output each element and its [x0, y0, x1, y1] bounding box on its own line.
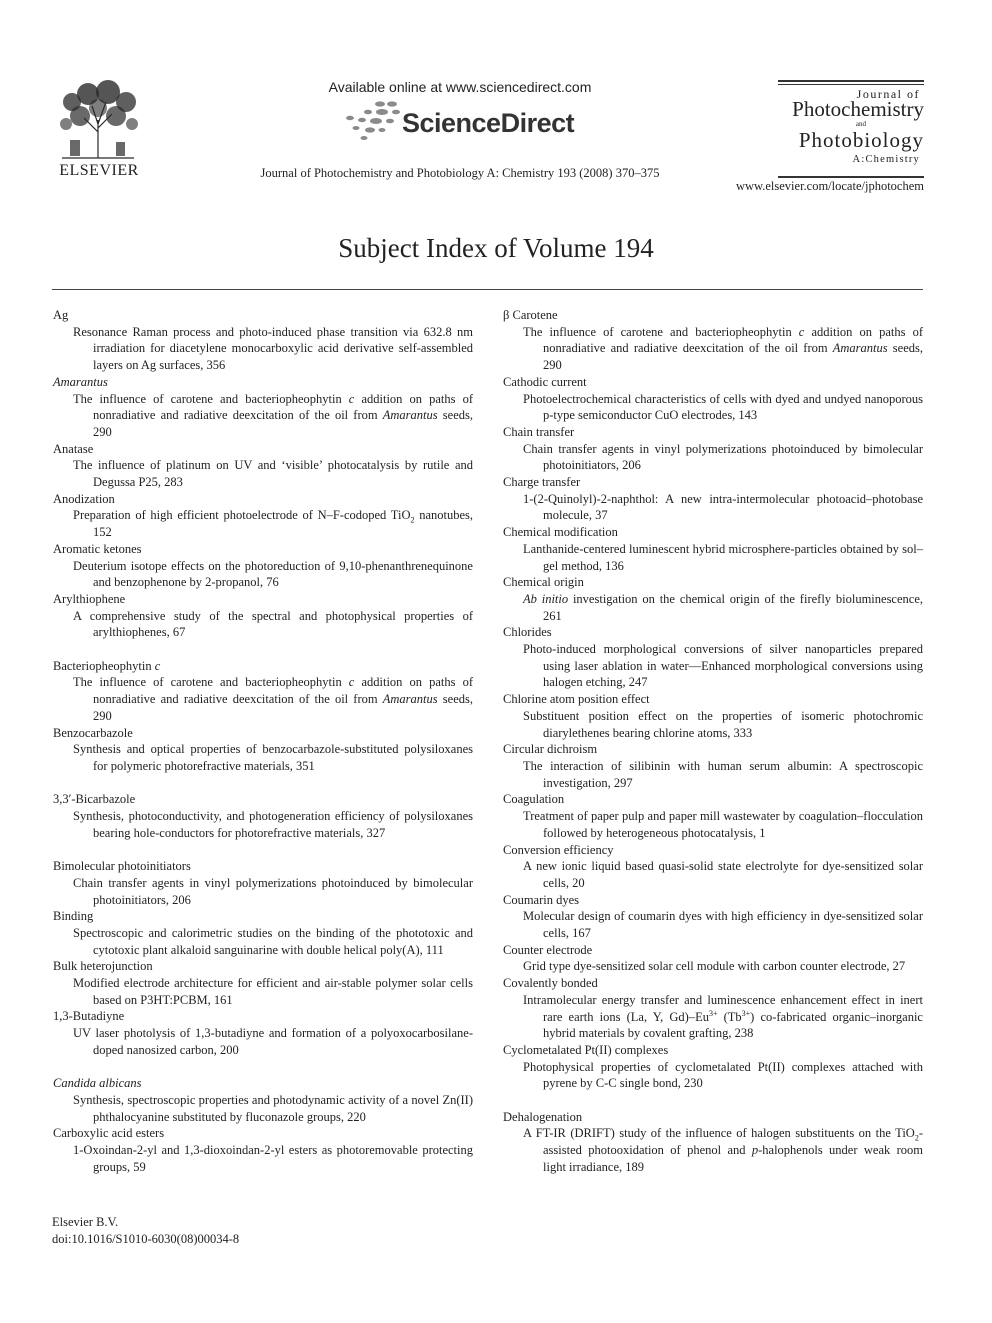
- journal-logo-line3: and: [855, 120, 866, 128]
- index-description: 1-(2-Quinolyl)-2-naphthol: A new intra-intermolecular photoacid–photobase molecule, 37: [523, 491, 923, 523]
- index-description: The influence of platinum on UV and ‘visible’ photocatalysis by rutile and Degussa P25, 283: [73, 458, 473, 490]
- index-entry: [53, 658, 473, 725]
- journal-logo-rule: [778, 84, 924, 85]
- index-entry: [503, 892, 923, 942]
- index-term: Circular dichroism: [503, 742, 598, 757]
- index-description: Substituent position effect on the properties of isomeric photochromic diarylethenes bearing chlorine atoms, 333: [523, 708, 923, 740]
- index-entry: [503, 791, 923, 841]
- available-online-text: Available online at www.sciencedirect.com: [328, 79, 592, 95]
- index-term: Aromatic ketones: [53, 541, 142, 556]
- page-title: Subject Index of Volume 194: [338, 233, 654, 263]
- index-term: Ag: [53, 308, 69, 322]
- index-term: Chlorides: [503, 625, 552, 640]
- index-description: Synthesis and optical properties of benzocarbazole-substituted polysiloxanes for polymeric photorefractive materials, 351: [73, 742, 473, 773]
- index-description: Resonance Raman process and photo-induced phase transition via 632.8 nm irradiation for diacetylene monocarboxylic acid derivative self-assembled layers on Ag surfaces, 356: [73, 324, 473, 373]
- journal-logo: [735, 80, 924, 198]
- index-term: Coumarin dyes: [503, 892, 580, 907]
- sciencedirect-wordmark: ScienceDirect: [402, 108, 575, 138]
- index-entry: [503, 942, 923, 975]
- index-entry: [53, 791, 473, 841]
- index-entry: [53, 908, 473, 958]
- index-term: Cyclometalated Pt(II) complexes: [503, 1042, 669, 1057]
- index-term: Counter electrode: [503, 942, 593, 957]
- footer-doi: doi:10.1016/S1010-6030(08)00034-8: [52, 1232, 240, 1246]
- journal-logo-line5: A:Chemistry: [852, 154, 920, 165]
- index-entry: [503, 1042, 923, 1092]
- index-entry: [53, 307, 473, 374]
- index-description: Treatment of paper pulp and paper mill wastewater by coagulation–flocculation followed by heterogeneous photocatalysis, 1: [523, 809, 923, 840]
- index-entry: [53, 1125, 473, 1175]
- index-entry: [503, 691, 923, 741]
- index-description: Chain transfer agents in vinyl polymerizations photoinduced by bimolecular photoinitiators, 206: [73, 875, 473, 907]
- index-description: 1-Oxoindan-2-yl and 1,3-dioxoindan-2-yl esters as photoremovable protecting groups, 59: [73, 1143, 473, 1174]
- index-description: Modified electrode architecture for efficient and air-stable polymer solar cells based on P3HT:PCBM, 161: [73, 976, 473, 1007]
- index-term: 1,3-Butadiyne: [53, 1009, 125, 1024]
- index-column-left: [53, 307, 473, 1176]
- index-description: Synthesis, spectroscopic properties and photodynamic activity of a novel Zn(II) phthalocyanine substituted by fluconazole groups, 220: [73, 1092, 473, 1124]
- index-description: Photoelectrochemical characteristics of cells with dyed and undyed nanoporous p-type semiconductor CuO electrodes, 143: [523, 391, 923, 423]
- elsevier-wordmark: ELSEVIER: [59, 162, 139, 179]
- index-entry: [503, 374, 923, 424]
- index-term: Chemical origin: [503, 575, 584, 590]
- index-description: Photophysical properties of cyclometalated Pt(II) complexes attached with pyrene by C-C single bond, 230: [523, 1059, 923, 1091]
- index-column-right: [503, 307, 923, 1176]
- index-entry: [503, 424, 923, 474]
- index-entry: [53, 958, 473, 1008]
- index-term: Amarantus: [53, 374, 108, 389]
- index-description: Lanthanide-centered luminescent hybrid microsphere-particles obtained by sol–gel method, 136: [523, 541, 923, 573]
- index-term: Coagulation: [503, 792, 565, 807]
- index-entry: [503, 1109, 923, 1176]
- index-term: Bacteriopheophytin c: [53, 658, 161, 673]
- index-description: The influence of carotene and bacteriopheophytin c addition on paths of nonradiative and radiative deexcitation of the oil from Amarantus seeds, 290: [73, 391, 473, 439]
- index-term: Bimolecular photoinitiators: [53, 859, 191, 874]
- journal-logo-line1: Journal of: [856, 87, 920, 101]
- index-term: Dehalogenation: [503, 1109, 583, 1124]
- index-term: Candida albicans: [53, 1076, 142, 1091]
- index-term: Chemical modification: [503, 525, 618, 540]
- index-entry: [53, 1008, 473, 1058]
- index-entry: [53, 541, 473, 591]
- index-description: Chain transfer agents in vinyl polymerizations photoinduced by bimolecular photoinitiators, 206: [523, 441, 923, 473]
- index-entry: [503, 842, 923, 892]
- index-description: Grid type dye-sensitized solar cell module with carbon counter electrode, 27: [523, 959, 906, 974]
- index-term: Anodization: [53, 491, 115, 506]
- index-entry: [53, 591, 473, 641]
- index-term: 3,3′-Bicarbazole: [53, 792, 136, 807]
- index-description: The influence of carotene and bacteriopheophytin c addition on paths of nonradiative and radiative deexcitation of the oil from Amarantus seeds, 290: [523, 324, 923, 373]
- index-term: Benzocarbazole: [53, 725, 133, 740]
- index-term: Charge transfer: [503, 475, 581, 490]
- journal-logo-rule: [778, 176, 924, 178]
- index-entry: [53, 491, 473, 541]
- index-description: A FT-IR (DRIFT) study of the influence of halogen substituents on the TiO$_2$-assisted photooxidation of phenol and p-halophenols under weak room light irradiance, 189: [523, 1126, 923, 1174]
- index-entry: [503, 624, 923, 691]
- index-description: A comprehensive study of the spectral and photophysical properties of arylthiophenes, 67: [73, 608, 473, 640]
- index-description: Spectroscopic and calorimetric studies on the binding of the phototoxic and cytotoxic plant alkaloid sanguinarine with double helical poly(A), 111: [73, 925, 473, 957]
- index-term: Conversion efficiency: [503, 842, 614, 857]
- index-description: A new ionic liquid based quasi-solid state electrolyte for dye-sensitized solar cells, 20: [523, 859, 923, 890]
- footer-publisher: Elsevier B.V.: [52, 1215, 119, 1229]
- index-entry: [503, 474, 923, 524]
- index-description: Ab initio investigation on the chemical origin of the firefly bioluminescence, 261: [523, 591, 924, 623]
- title-divider: [52, 289, 923, 290]
- journal-citation: Journal of Photochemistry and Photobiology A: Chemistry 193 (2008) 370–375: [260, 166, 660, 180]
- index-entry: [503, 574, 923, 624]
- index-term: Carboxylic acid esters: [53, 1126, 165, 1141]
- index-description: Molecular design of coumarin dyes with high efficiency in dye-sensitized solar cells, 167: [523, 909, 923, 941]
- index-term: Arylthiophene: [53, 591, 126, 606]
- journal-logo-rule: [778, 80, 924, 82]
- index-term: Binding: [53, 909, 94, 924]
- index-term: Chlorine atom position effect: [503, 692, 650, 707]
- index-description: UV laser photolysis of 1,3-butadiyne and formation of a polyoxocarbosilane-doped nanosized carbon, 200: [73, 1026, 473, 1057]
- index-description: Deuterium isotope effects on the photoreduction of 9,10-phenanthrenequinone and benzophenone by 2-propanol, 76: [73, 558, 473, 590]
- index-entry: [503, 307, 923, 374]
- index-description: Synthesis, photoconductivity, and photogeneration efficiency of polysiloxanes bearing hole-conductors for photorefractive materials, 327: [73, 809, 473, 840]
- index-entry: [53, 441, 473, 491]
- index-term: β Carotene: [503, 308, 558, 322]
- index-description: The interaction of silibinin with human serum albumin: A spectroscopic investigation, 297: [523, 758, 923, 790]
- page-footer: [52, 1214, 239, 1248]
- journal-logo-line2: Photochemistry: [792, 97, 924, 121]
- index-description: Intramolecular energy transfer and luminescence enhancement effect in inert rare earth ions (La, Y, $Gd)-Eu^{3+}$ $(Tb^{3+})$ co-fabricated organic–inorganic hybrid materials by covalent grafting, 238: [523, 992, 923, 1041]
- index-description: Photo-induced morphological conversions of silver nanoparticles prepared using laser ablation in water—Enhanced morphological conversions using halogen etching, 247: [523, 642, 923, 690]
- journal-logo-line4: Photobiology: [798, 128, 924, 152]
- index-entry: [503, 975, 923, 1042]
- index-entry: [53, 725, 473, 775]
- index-term: Anatase: [53, 441, 94, 456]
- index-entry: [503, 741, 923, 791]
- index-term: Chain transfer: [503, 424, 575, 439]
- index-entry: [503, 524, 923, 574]
- journal-url: www.elsevier.com/locate/jphotochem: [735, 179, 924, 193]
- index-entry: [53, 374, 473, 441]
- index-description: Preparation of high efficient photoelectrode of N–F-codoped TiO$_2$ nanotubes, 152: [73, 508, 473, 540]
- index-term: Covalently bonded: [503, 976, 598, 991]
- index-term: Cathodic current: [503, 374, 587, 389]
- index-entry: [53, 858, 473, 908]
- index-term: Bulk heterojunction: [53, 959, 153, 974]
- index-entry: [53, 1075, 473, 1125]
- index-description: The influence of carotene and bacteriopheophytin c addition on paths of nonradiative and radiative deexcitation of the oil from Amarantus seeds, 290: [73, 675, 473, 723]
